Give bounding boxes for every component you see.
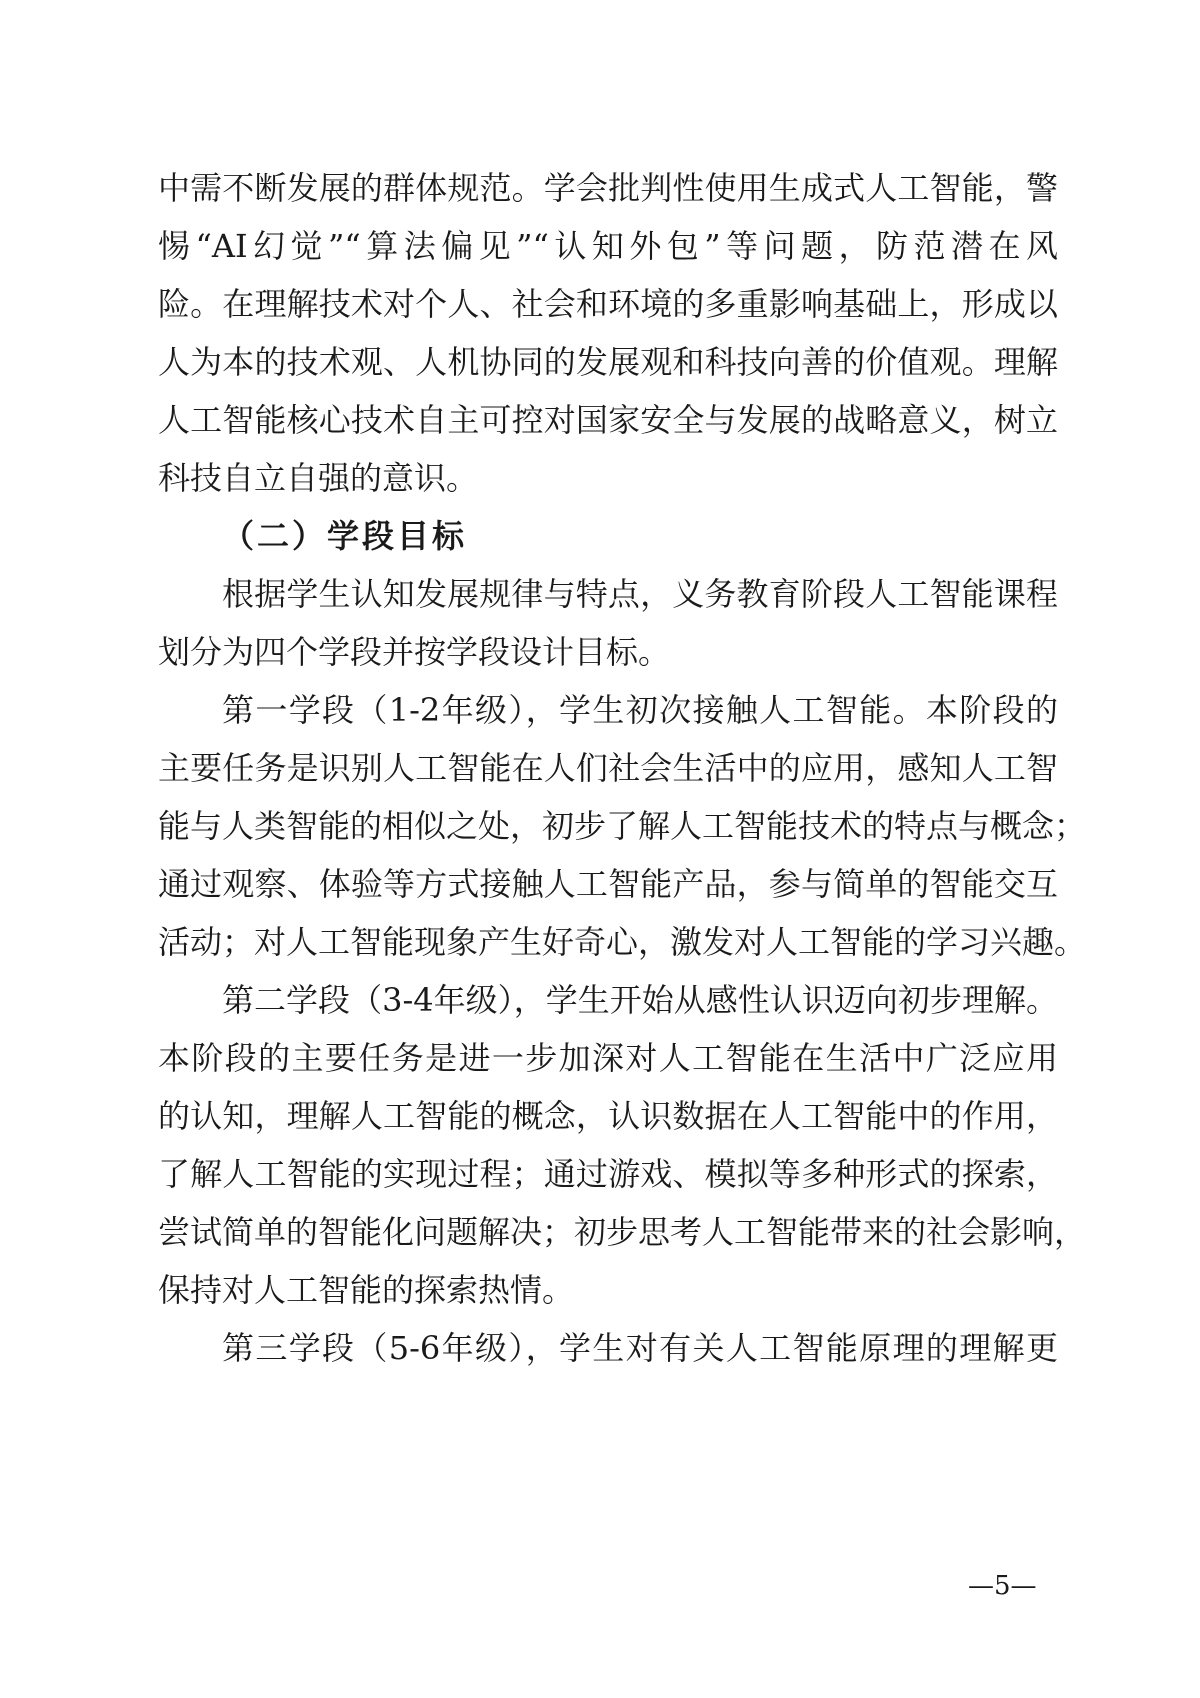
paragraph-line: 中需不断发展的群体规范。学会批判性使用生成式人工智能，警: [158, 169, 1058, 207]
paragraph-line: 划分为四个学段并按学段设计目标。: [158, 633, 671, 671]
paragraph-line: 惕“AI幻觉”“算法偏见”“认知外包”等问题，防范潜在风: [158, 227, 1058, 265]
paragraph-line: 活动；对人工智能现象产生好奇心，激发对人工智能的学习兴趣。: [158, 923, 1087, 961]
paragraph-line: 了解人工智能的实现过程；通过游戏、模拟等多种形式的探索，: [158, 1155, 1058, 1193]
paragraph-line: 的认知，理解人工智能的概念，认识数据在人工智能中的作用，: [158, 1097, 1058, 1135]
page-number: —5—: [968, 1571, 1037, 1601]
paragraph-line: 能与人类智能的相似之处，初步了解人工智能技术的特点与概念；: [158, 807, 1087, 845]
paragraph-line: 通过观察、体验等方式接触人工智能产品，参与简单的智能交互: [158, 865, 1058, 903]
paragraph-line: 根据学生认知发展规律与特点，义务教育阶段人工智能课程: [222, 575, 1058, 613]
paragraph-line: 险。在理解技术对个人、社会和环境的多重影响基础上，形成以: [158, 285, 1058, 323]
paragraph-line: 主要任务是识别人工智能在人们社会生活中的应用，感知人工智: [158, 749, 1058, 787]
section-heading: （二）学段目标: [222, 517, 468, 555]
paragraph-line: 尝试简单的智能化问题解决；初步思考人工智能带来的社会影响，: [158, 1213, 1087, 1251]
paragraph-line: 科技自立自强的意识。: [158, 459, 479, 497]
paragraph-line: 保持对人工智能的探索热情。: [158, 1271, 575, 1309]
paragraph-line: 第二学段（3-4年级），学生开始从感性认识迈向初步理解。: [222, 981, 1058, 1019]
paragraph-line: 第三学段（5-6年级），学生对有关人工智能原理的理解更: [222, 1329, 1058, 1367]
paragraph-line: 第一学段（1-2年级），学生初次接触人工智能。本阶段的: [222, 691, 1058, 729]
paragraph-line: 人为本的技术观、人机协同的发展观和科技向善的价值观。理解: [158, 343, 1058, 381]
paragraph-line: 人工智能核心技术自主可控对国家安全与发展的战略意义，树立: [158, 401, 1058, 439]
paragraph-line: 本阶段的主要任务是进一步加深对人工智能在生活中广泛应用: [158, 1039, 1058, 1077]
